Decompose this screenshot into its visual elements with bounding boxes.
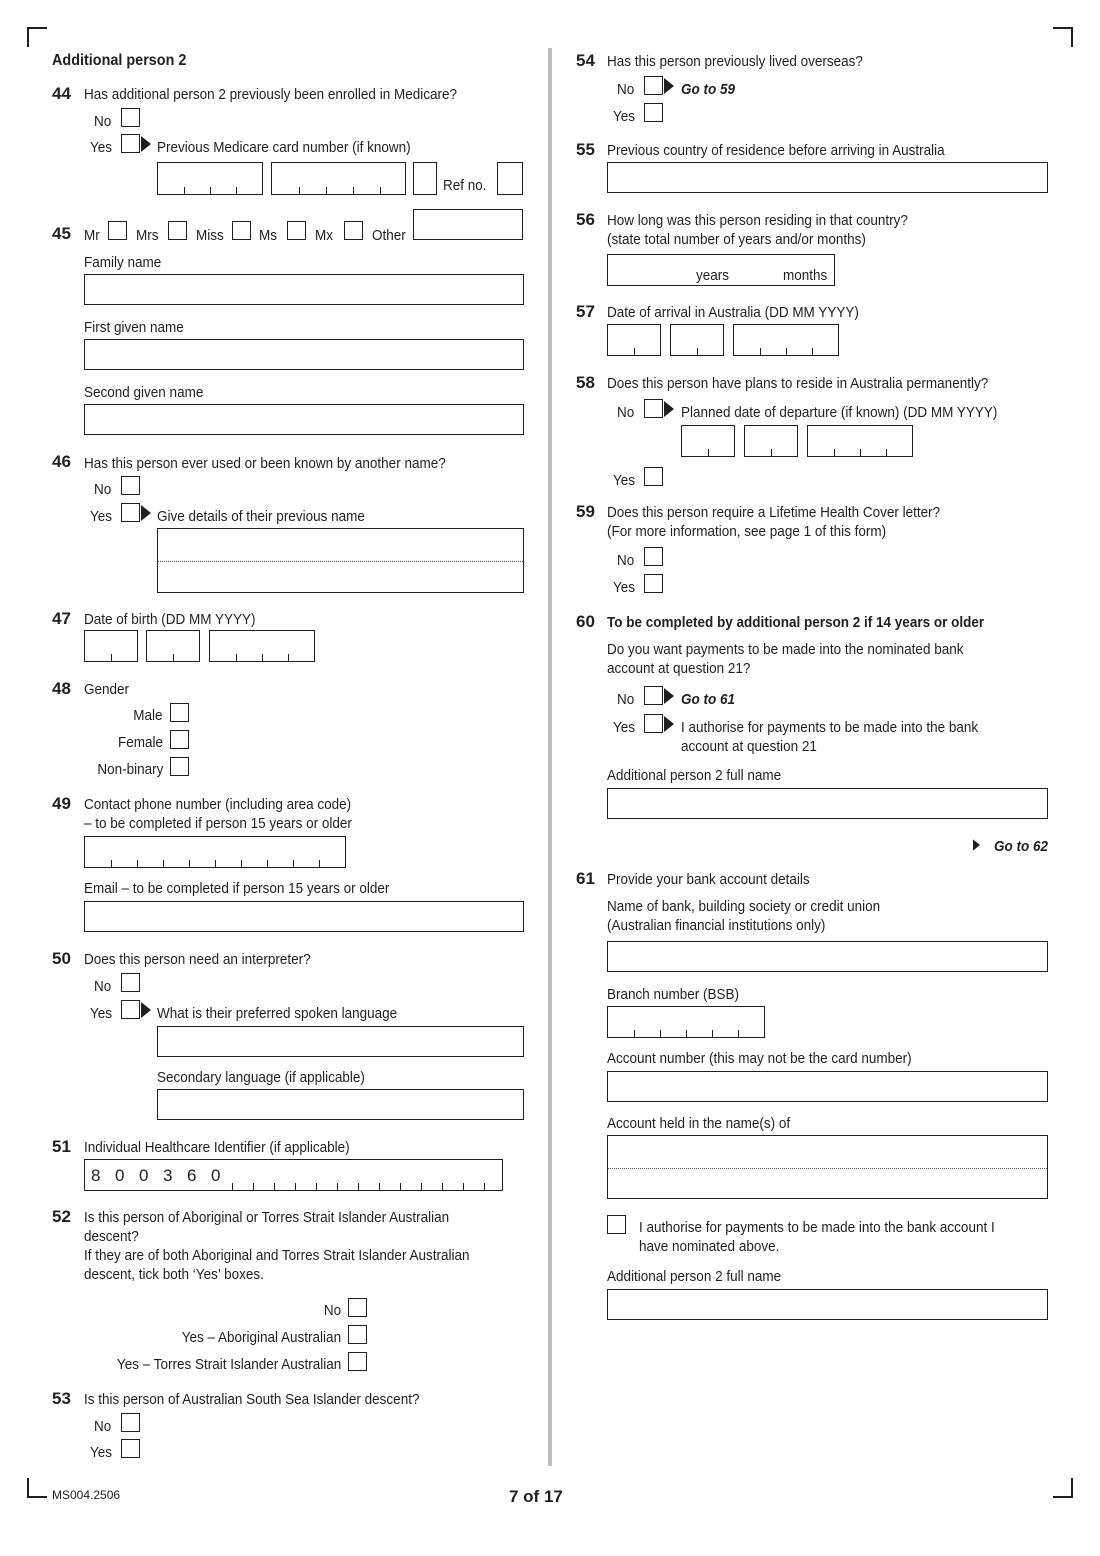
crop-mark-top-right bbox=[1053, 27, 1073, 47]
q46-no-checkbox[interactable] bbox=[121, 476, 140, 495]
q53-yes-checkbox[interactable] bbox=[121, 1439, 140, 1458]
option-label: No bbox=[617, 691, 635, 708]
question-text: Is this person of Australian South Sea Islander descent? bbox=[84, 1391, 420, 1408]
full-name-label: Additional person 2 full name bbox=[607, 1268, 782, 1285]
question-number: 53 bbox=[52, 1389, 71, 1408]
title-mr-checkbox[interactable] bbox=[108, 221, 127, 240]
question-number: 45 bbox=[52, 224, 71, 243]
dob-month-input[interactable] bbox=[146, 630, 200, 662]
account-held-label: Account held in the name(s) of bbox=[607, 1115, 791, 1132]
title-other-label: Other bbox=[372, 227, 406, 244]
authorise-text: I authorise for payments to be made into the bank bbox=[681, 719, 979, 736]
arrow-right-icon bbox=[973, 838, 980, 852]
atsi-no-checkbox[interactable] bbox=[348, 1298, 367, 1317]
bank-name-label: (Australian financial institutions only) bbox=[607, 917, 826, 934]
dob-day-input[interactable] bbox=[84, 630, 138, 662]
q60-yes-checkbox[interactable] bbox=[644, 714, 663, 733]
crop-mark-bottom-left bbox=[27, 1478, 47, 1498]
q46-yes-checkbox[interactable] bbox=[121, 503, 140, 522]
ihi-digit: 0 bbox=[139, 1166, 149, 1185]
option-label: Yes bbox=[613, 579, 636, 596]
bank-name-label: Name of bank, building society or credit union bbox=[607, 898, 881, 915]
q59-yes-checkbox[interactable] bbox=[644, 574, 663, 593]
bank-authorise-text: have nominated above. bbox=[639, 1238, 780, 1255]
ihi-digit: 0 bbox=[211, 1166, 221, 1185]
q50-yes-checkbox[interactable] bbox=[121, 1000, 140, 1019]
dob-year-input[interactable] bbox=[209, 630, 315, 662]
title-ms-checkbox[interactable] bbox=[287, 221, 306, 240]
gender-female-label: Female bbox=[117, 734, 163, 751]
arrow-right-icon bbox=[664, 401, 674, 417]
title-mrs-label: Mrs bbox=[136, 227, 159, 244]
question-text: Does this person have plans to reside in Australia permanently? bbox=[607, 375, 989, 392]
question-text: Date of arrival in Australia (DD MM YYYY) bbox=[607, 304, 859, 321]
gender-nonbinary-label: Non-binary bbox=[96, 761, 163, 778]
arrow-right-icon bbox=[664, 688, 674, 704]
question-text: Is this person of Aboriginal or Torres Strait Islander Australian bbox=[84, 1209, 450, 1226]
atsi-aboriginal-label: Yes – Aboriginal Australian bbox=[181, 1329, 341, 1346]
question-text: Does this person need an interpreter? bbox=[84, 951, 311, 968]
crop-mark-top-left bbox=[27, 27, 47, 47]
medicare-card-part3[interactable] bbox=[413, 162, 437, 195]
question-text: account at question 21? bbox=[607, 660, 751, 677]
bsb-label: Branch number (BSB) bbox=[607, 986, 740, 1003]
q54-yes-checkbox[interactable] bbox=[644, 103, 663, 122]
q59-no-checkbox[interactable] bbox=[644, 547, 663, 566]
arrival-day-input[interactable] bbox=[607, 324, 661, 356]
arrow-right-icon bbox=[141, 1002, 151, 1018]
title-mrs-checkbox[interactable] bbox=[168, 221, 187, 240]
atsi-torres-checkbox[interactable] bbox=[348, 1352, 367, 1371]
phone-number-input[interactable] bbox=[84, 836, 346, 868]
previous-name-label: Give details of their previous name bbox=[157, 508, 365, 525]
q54-no-checkbox[interactable] bbox=[644, 76, 663, 95]
question-text: Has additional person 2 previously been enrolled in Medicare? bbox=[84, 86, 457, 103]
departure-month-input[interactable] bbox=[744, 425, 798, 457]
gender-male-label: Male bbox=[133, 707, 163, 724]
title-miss-checkbox[interactable] bbox=[232, 221, 251, 240]
section-title: Additional person 2 bbox=[52, 52, 187, 69]
departure-day-input[interactable] bbox=[681, 425, 735, 457]
option-label: No bbox=[617, 81, 635, 98]
q60-heading: To be completed by additional person 2 if 14 years or older bbox=[607, 614, 985, 631]
arrow-right-icon bbox=[141, 505, 151, 521]
bsb-input[interactable] bbox=[607, 1006, 765, 1038]
question-text: – to be completed if person 15 years or older bbox=[84, 815, 352, 832]
question-number: 54 bbox=[576, 51, 595, 70]
years-label: years bbox=[696, 267, 730, 284]
months-label: months bbox=[783, 267, 828, 284]
bank-authorise-checkbox[interactable] bbox=[607, 1215, 626, 1234]
arrow-right-icon bbox=[664, 78, 674, 94]
departure-year-input[interactable] bbox=[807, 425, 913, 457]
title-other-input[interactable] bbox=[413, 209, 523, 240]
preferred-language-label: What is their preferred spoken language bbox=[157, 1005, 398, 1022]
duration-input[interactable] bbox=[607, 254, 835, 286]
gender-male-checkbox[interactable] bbox=[170, 703, 189, 722]
departure-date-label: Planned date of departure (if known) (DD MM YYYY) bbox=[681, 404, 998, 421]
question-text: descent? bbox=[84, 1228, 139, 1245]
option-label: No bbox=[617, 404, 635, 421]
option-label: Yes bbox=[90, 1444, 113, 1461]
previous-name-input[interactable] bbox=[157, 528, 524, 593]
second-given-name-label: Second given name bbox=[84, 384, 204, 401]
q44-yes-checkbox[interactable] bbox=[121, 134, 140, 153]
email-label: Email – to be completed if person 15 years or older bbox=[84, 880, 390, 897]
gender-female-checkbox[interactable] bbox=[170, 730, 189, 749]
second-given-name-input[interactable] bbox=[84, 404, 524, 435]
option-label: No bbox=[94, 481, 112, 498]
question-text: Individual Healthcare Identifier (if applicable) bbox=[84, 1139, 350, 1156]
title-mx-label: Mx bbox=[315, 227, 333, 244]
question-number: 47 bbox=[52, 609, 71, 628]
email-input[interactable] bbox=[84, 901, 524, 932]
question-text: Do you want payments to be made into the nominated bank bbox=[607, 641, 964, 658]
question-text: (For more information, see page 1 of this form) bbox=[607, 523, 887, 540]
secondary-language-label: Secondary language (if applicable) bbox=[157, 1069, 365, 1086]
full-name-label: Additional person 2 full name bbox=[607, 767, 782, 784]
account-number-label: Account number (this may not be the card number) bbox=[607, 1050, 912, 1067]
bank-authorise-text: I authorise for payments to be made into the bank account I bbox=[639, 1219, 995, 1236]
question-number: 58 bbox=[576, 373, 595, 392]
ref-no-label: Ref no. bbox=[443, 177, 487, 194]
ihi-digit: 3 bbox=[163, 1166, 173, 1185]
option-label: Yes bbox=[90, 508, 113, 525]
question-text: Gender bbox=[84, 681, 130, 698]
arrival-year-input[interactable] bbox=[733, 324, 839, 356]
option-label: Yes bbox=[613, 472, 636, 489]
q60-no-checkbox[interactable] bbox=[644, 686, 663, 705]
first-given-name-input[interactable] bbox=[84, 339, 524, 370]
question-text: If they are of both Aboriginal and Torres Strait Islander Australian bbox=[84, 1247, 470, 1264]
title-mx-checkbox[interactable] bbox=[344, 221, 363, 240]
medicare-card-part2[interactable] bbox=[271, 162, 406, 195]
option-label: Yes bbox=[613, 719, 636, 736]
atsi-no-label: No bbox=[323, 1302, 341, 1319]
ihi-digit: 8 bbox=[91, 1166, 101, 1185]
account-number-input[interactable] bbox=[607, 1071, 1048, 1102]
account-held-input[interactable] bbox=[607, 1135, 1048, 1199]
question-text: Previous country of residence before arriving in Australia bbox=[607, 142, 945, 159]
question-number: 52 bbox=[52, 1207, 71, 1226]
gender-nonbinary-checkbox[interactable] bbox=[170, 757, 189, 776]
question-text: Date of birth (DD MM YYYY) bbox=[84, 611, 256, 628]
title-ms-label: Ms bbox=[259, 227, 277, 244]
question-text: (state total number of years and/or months) bbox=[607, 231, 866, 248]
crop-mark-bottom-right bbox=[1053, 1478, 1073, 1498]
ihi-digit: 0 bbox=[115, 1166, 125, 1185]
previous-country-input[interactable] bbox=[607, 162, 1048, 193]
question-number: 46 bbox=[52, 452, 71, 471]
column-divider bbox=[548, 48, 552, 1466]
title-mr-label: Mr bbox=[84, 227, 100, 244]
q50-no-checkbox[interactable] bbox=[121, 973, 140, 992]
title-miss-label: Miss bbox=[196, 227, 224, 244]
family-name-label: Family name bbox=[84, 254, 162, 271]
question-number: 60 bbox=[576, 612, 595, 631]
q60-full-name-input[interactable] bbox=[607, 788, 1048, 819]
arrow-right-icon bbox=[141, 136, 151, 152]
question-text: Has this person ever used or been known by another name? bbox=[84, 455, 446, 472]
question-number: 57 bbox=[576, 302, 595, 321]
q44-no-checkbox[interactable] bbox=[121, 108, 140, 127]
bank-name-input[interactable] bbox=[607, 941, 1048, 972]
option-label: Yes bbox=[613, 108, 636, 125]
question-number: 56 bbox=[576, 210, 595, 229]
arrival-month-input[interactable] bbox=[670, 324, 724, 356]
question-number: 49 bbox=[52, 794, 71, 813]
secondary-language-input[interactable] bbox=[157, 1089, 524, 1120]
question-text: Does this person require a Lifetime Health Cover letter? bbox=[607, 504, 941, 521]
goto-61-label: Go to 61 bbox=[681, 691, 736, 708]
question-number: 44 bbox=[52, 84, 71, 103]
question-number: 50 bbox=[52, 949, 71, 968]
question-text: Has this person previously lived overseas? bbox=[607, 53, 863, 70]
question-number: 51 bbox=[52, 1137, 71, 1156]
q61-full-name-input[interactable] bbox=[607, 1289, 1048, 1320]
form-code: MS004.2506 bbox=[52, 1488, 121, 1502]
ihi-input[interactable] bbox=[84, 1159, 503, 1191]
authorise-text: account at question 21 bbox=[681, 738, 817, 755]
option-label: No bbox=[94, 1418, 112, 1435]
family-name-input[interactable] bbox=[84, 274, 524, 305]
q58-no-checkbox[interactable] bbox=[644, 399, 663, 418]
arrow-right-icon bbox=[664, 716, 674, 732]
question-number: 59 bbox=[576, 502, 595, 521]
atsi-aboriginal-checkbox[interactable] bbox=[348, 1325, 367, 1344]
question-number: 61 bbox=[576, 869, 595, 888]
ref-no-input[interactable] bbox=[497, 162, 523, 195]
page-number: 7 of 17 bbox=[509, 1487, 563, 1506]
question-text: How long was this person residing in that country? bbox=[607, 212, 908, 229]
question-number: 55 bbox=[576, 140, 595, 159]
medicare-card-part1[interactable] bbox=[157, 162, 263, 195]
question-number: 48 bbox=[52, 679, 71, 698]
question-text: Provide your bank account details bbox=[607, 871, 810, 888]
preferred-language-input[interactable] bbox=[157, 1026, 524, 1057]
option-label: Yes bbox=[90, 139, 113, 156]
question-text: Contact phone number (including area code) bbox=[84, 796, 352, 813]
option-label: No bbox=[617, 552, 635, 569]
first-given-name-label: First given name bbox=[84, 319, 184, 336]
atsi-torres-label: Yes – Torres Strait Islander Australian bbox=[116, 1356, 341, 1373]
option-label: Yes bbox=[90, 1005, 113, 1022]
goto-62-label: Go to 62 bbox=[993, 838, 1048, 855]
question-text: descent, tick both ‘Yes’ boxes. bbox=[84, 1266, 264, 1283]
ihi-digit: 6 bbox=[187, 1166, 197, 1185]
goto-59-label: Go to 59 bbox=[681, 81, 736, 98]
medicare-card-label: Previous Medicare card number (if known) bbox=[157, 139, 411, 156]
q53-no-checkbox[interactable] bbox=[121, 1413, 140, 1432]
option-label: No bbox=[94, 113, 112, 130]
q58-yes-checkbox[interactable] bbox=[644, 467, 663, 486]
option-label: No bbox=[94, 978, 112, 995]
